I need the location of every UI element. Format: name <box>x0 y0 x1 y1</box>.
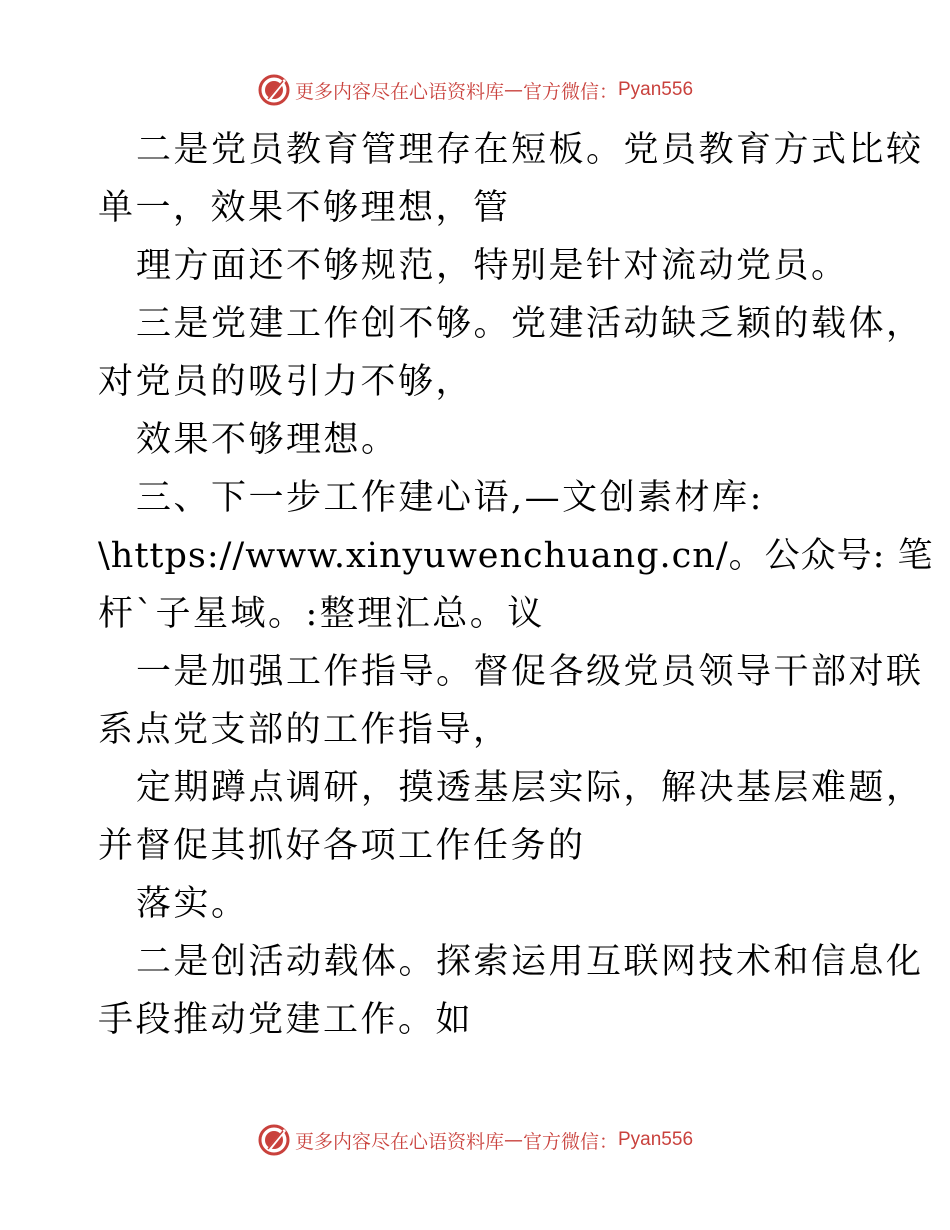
quill-pen-logo-icon <box>257 73 291 107</box>
text-line-url: \https://www.xinyuwenchuang.cn/。公众号: 笔 <box>98 536 934 576</box>
text-line: 定期蹲点调研，摸透基层实际，解决基层难题， <box>136 768 924 808</box>
text-line: 手段推动党建工作。如 <box>98 1000 474 1040</box>
watermark-slogan: 更多内容尽在心语资料库 <box>294 80 504 103</box>
text-line: 对党员的吸引力不够， <box>98 362 474 402</box>
text-line: 三、下一步工作建心语,—文创素材库: <box>136 478 764 518</box>
text-line: 理方面还不够规范，特别是针对流动党员。 <box>136 246 849 286</box>
watermark-separator: — <box>503 1129 523 1151</box>
footer-watermark-banner <box>0 1120 950 1160</box>
text-line: 一是加强工作指导。督促各级党员领导干部对联 <box>136 652 924 692</box>
text-line: 二是创活动载体。探索运用互联网技术和信息化 <box>136 942 924 982</box>
watermark-separator: — <box>503 79 523 101</box>
document-body <box>98 121 934 1049</box>
watermark-handle: Pyan556 <box>618 79 694 100</box>
text-line: 杆`子星域。:整理汇总。议 <box>98 594 545 634</box>
watermark-official-label: 官方微信： <box>522 80 618 103</box>
text-line: 系点党支部的工作指导， <box>98 710 511 750</box>
quill-pen-logo-icon <box>257 1123 291 1157</box>
watermark-slogan: 更多内容尽在心语资料库 <box>294 1130 504 1153</box>
text-line: 落实。 <box>136 884 249 924</box>
text-line: 并督促其抓好各项工作任务的 <box>98 826 586 866</box>
watermark-handle: Pyan556 <box>618 1129 694 1150</box>
header-watermark-banner <box>0 70 950 110</box>
text-line: 二是党员教育管理存在短板。党员教育方式比较 <box>136 130 924 170</box>
text-line: 三是党建工作创不够。党建活动缺乏颖的载体， <box>136 304 924 344</box>
text-line: 效果不够理想。 <box>136 420 399 460</box>
text-line: 单一，效果不够理想，管 <box>98 188 511 228</box>
watermark-official-label: 官方微信： <box>522 1130 618 1153</box>
